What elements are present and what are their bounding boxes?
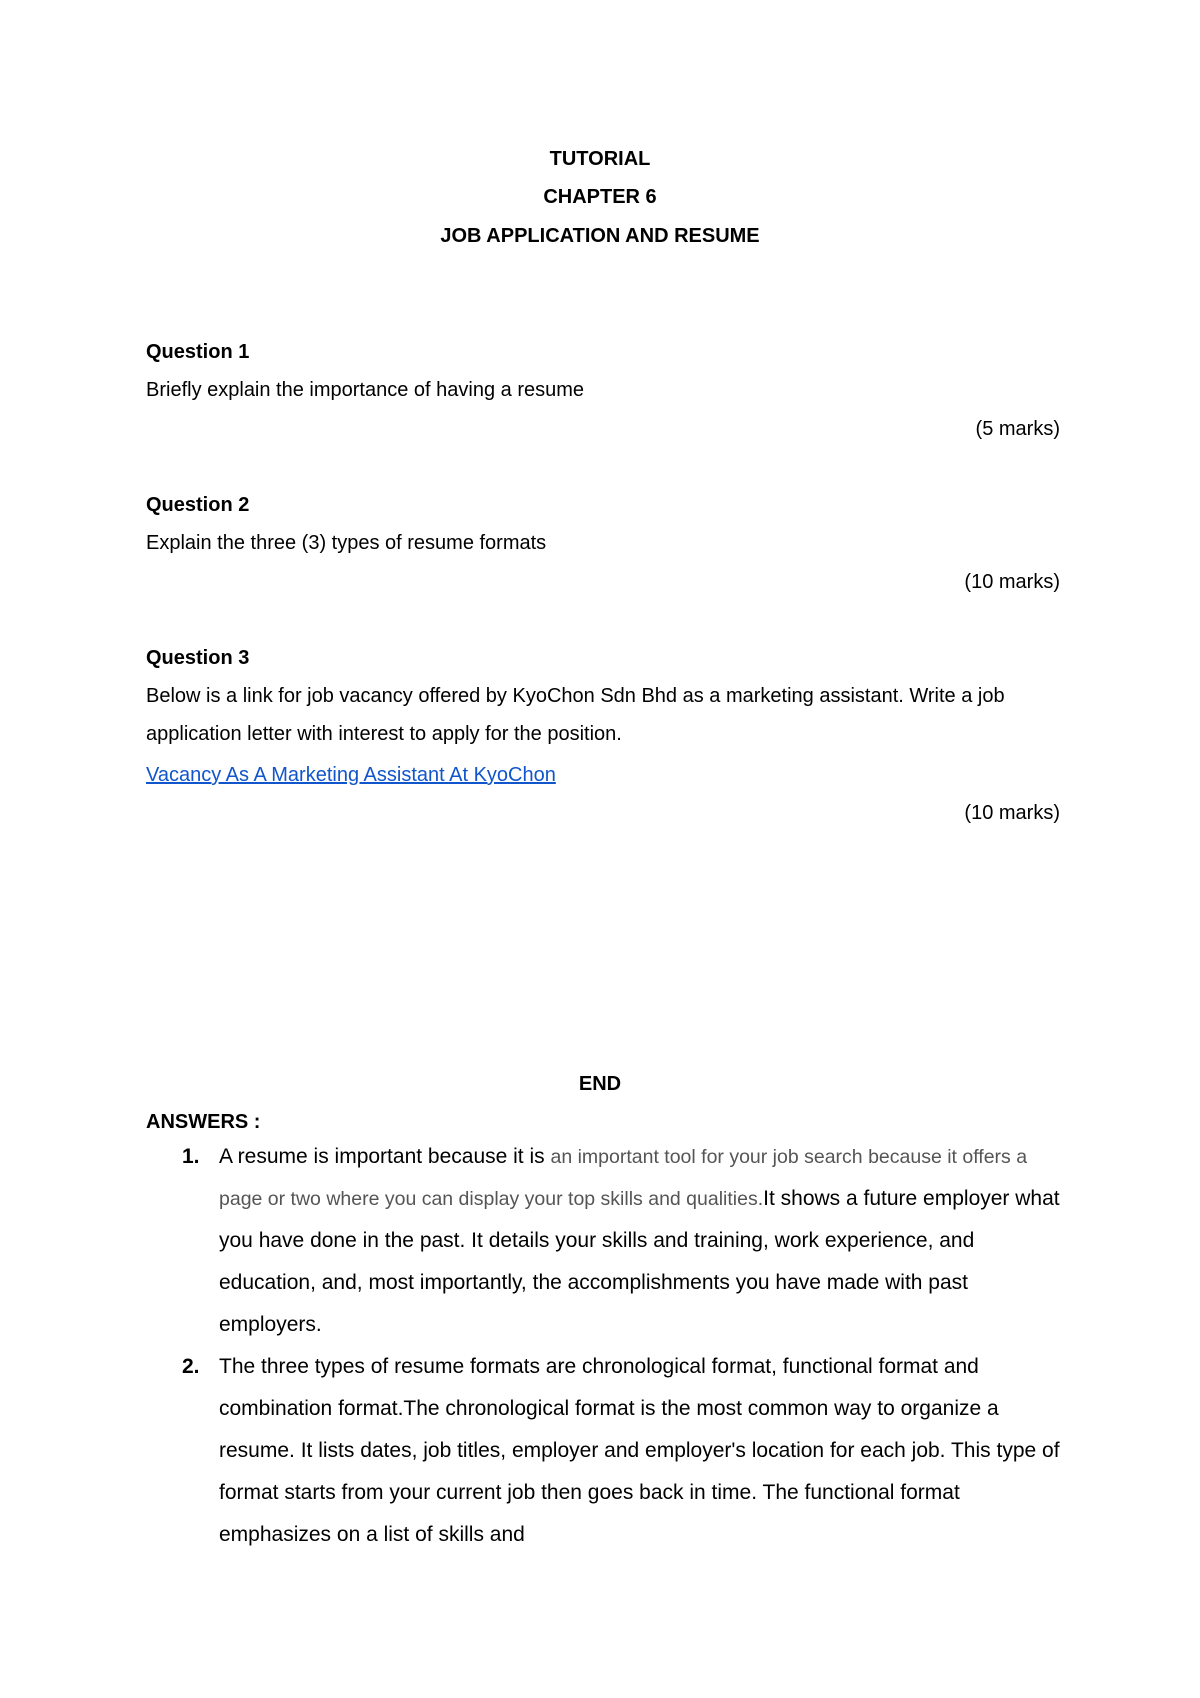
chapter-heading: CHAPTER 6 <box>543 186 657 208</box>
question-1-text: Briefly explain the importance of having a resume <box>146 379 585 401</box>
question-3-text: Below is a link for job vacancy offered by KyoChon Sdn Bhd as a marketing assistant. Write a job application letter with interest to apply for the position. <box>146 685 1005 745</box>
tutorial-heading: TUTORIAL <box>549 148 651 170</box>
answer-1-body <box>219 1136 1062 1346</box>
question-1-marks: (5 marks) <box>975 418 1060 440</box>
answers-label: ANSWERS : <box>146 1111 261 1133</box>
answer-1 <box>182 1136 1062 1346</box>
answer-2-number: 2. <box>182 1355 200 1378</box>
document-title: JOB APPLICATION AND RESUME <box>440 225 760 247</box>
answer-1-part2: an important tool for your job search because it offers a page or two where you can display your top skills and qualities. <box>219 1146 1028 1210</box>
answer-2-body: The three types of resume formats are chronological format, functional format and combination format.The chronological format is the most common way to organize a resume. It lists dates, job titles, employer and employer's location for each job. This type of format starts from your current job then goes back in time. The functional format emphasizes on a list of skills and <box>219 1355 1060 1546</box>
answer-2 <box>182 1346 1062 1556</box>
question-2-text: Explain the three (3) types of resume formats <box>146 532 547 554</box>
vacancy-link[interactable]: Vacancy As A Marketing Assistant At KyoChon <box>146 764 556 786</box>
answer-1-part3: It shows a future employer what you have done in the past. It details your skills and training, work experience, and education, and, most importantly, the accomplishments you have made with past employers. <box>219 1187 1060 1336</box>
answer-1-number: 1. <box>182 1145 200 1168</box>
question-2-title: Question 2 <box>146 494 250 516</box>
question-1-title: Question 1 <box>146 341 250 363</box>
question-3-marks: (10 marks) <box>964 802 1060 824</box>
end-label: END <box>578 1073 622 1095</box>
question-2-marks: (10 marks) <box>964 571 1060 593</box>
question-3-title: Question 3 <box>146 647 250 669</box>
answer-1-part1: A resume is important because it is <box>219 1145 551 1168</box>
